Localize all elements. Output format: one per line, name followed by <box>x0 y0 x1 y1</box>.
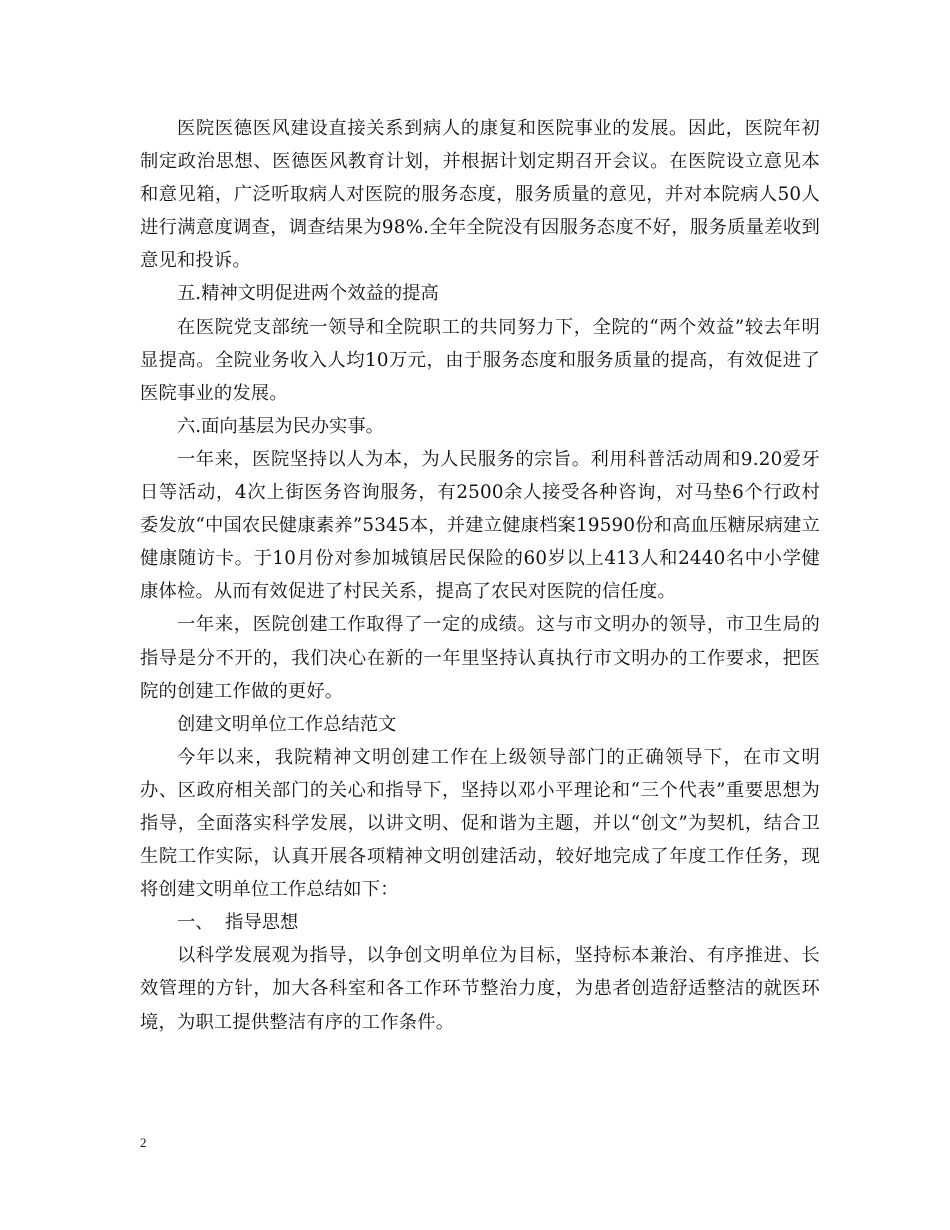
paragraph-community-service: 一年来，医院坚持以人为本，为人民服务的宗旨。利用科普活动周和9.20爱牙日等活动，4次上街医务咨询服务，有2500余人接受各种咨询，对马垫6个行政村委发放“中国农民健康素养”5345本，并建立健康档案19590份和高血压糖尿病建立健康随访卡。于10月份对参加城镇居民保险的60岁以上413人和2440名中小学健康体检。从而有效促进了村民关系，提高了农民对医院的信任度。 <box>140 448 821 603</box>
paragraph-achievements: 一年来，医院创建工作取得了一定的成绩。这与市文明办的领导，市卫生局的指导是分不开的，我们决心在新的一年里坚持认真执行市文明办的工作要求，把医院的创建工作做的更好。 <box>140 614 820 702</box>
section-heading-six: 六.面向基层为民办实事。 <box>177 415 384 437</box>
section-heading-five: 五.精神文明促进两个效益的提高 <box>177 283 439 305</box>
document-body <box>140 112 820 1039</box>
section-heading-one: 一、 指导思想 <box>177 912 299 934</box>
document-subtitle: 创建文明单位工作总结范文 <box>177 713 397 735</box>
paragraph-introduction: 今年以来，我院精神文明创建工作在上级领导部门的正确领导下，在市文明办、区政府相关部门的关心和指导下，坚持以邓小平理论和“三个代表”重要思想为指导，全面落实科学发展，以讲文明、促和谐为主题，并以“创文”为契机，结合卫生院工作实际，认真开展各项精神文明创建活动，较好地完成了年度工作任务，现将创建文明单位工作总结如下： <box>140 746 820 901</box>
page-number: 2 <box>140 1135 147 1150</box>
paragraph-medical-ethics: 医院医德医风建设直接关系到病人的康复和医院事业的发展。因此，医院年初制定政治思想、医德医风教育计划，并根据计划定期召开会议。在医院设立意见本和意见箱，广泛听取病人对医院的服务态度，服务质量的意见，并对本院病人50人进行满意度调查，调查结果为98%.全年全院没有因服务态度不好，服务质量差收到意见和投诉。 <box>140 118 820 272</box>
paragraph-two-benefits: 在医院党支部统一领导和全院职工的共同努力下，全院的“两个效益”较去年明显提高。全院业务收入人均10万元，由于服务态度和服务质量的提高，有效促进了医院事业的发展。 <box>140 316 820 404</box>
paragraph-guiding-ideology: 以科学发展观为指导，以争创文明单位为目标，坚持标本兼治、有序推进、长效管理的方针，加大各科室和各工作环节整治力度，为患者创造舒适整洁的就医环境，为职工提供整洁有序的工作条件。 <box>140 945 820 1033</box>
